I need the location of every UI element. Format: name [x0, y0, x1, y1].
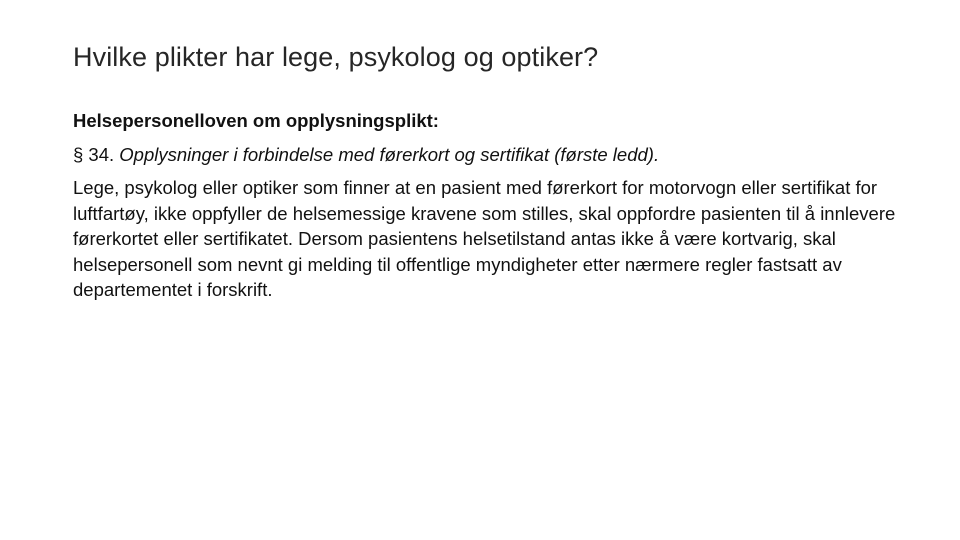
slide-title: Hvilke plikter har lege, psykolog og optiker? — [73, 42, 599, 72]
section-line — [73, 142, 903, 168]
law-heading: Helsepersonelloven om opplysningsplikt: — [73, 110, 439, 131]
slide-content — [73, 108, 903, 311]
section-number: § 34. — [73, 143, 115, 165]
body-paragraph: Lege, psykolog eller optiker som finner at en pasient med førerkort for motorvogn eller sertifikat for luftfartøy, ikke oppfyller de helsemessige kravene som stilles, skal oppfordre pasienten til å innlevere førerkortet eller sertifikatet. Dersom pasientens helsetilstand antas ikke å være kortvarig, skal helsepersonell som nevnt gi melding til offentlige myndigheter etter nærmere regler fastsatt av departementet i forskrift. — [73, 177, 896, 300]
section-title: Opplysninger i forbindelse med førerkort og sertifikat (første ledd). — [119, 143, 660, 165]
